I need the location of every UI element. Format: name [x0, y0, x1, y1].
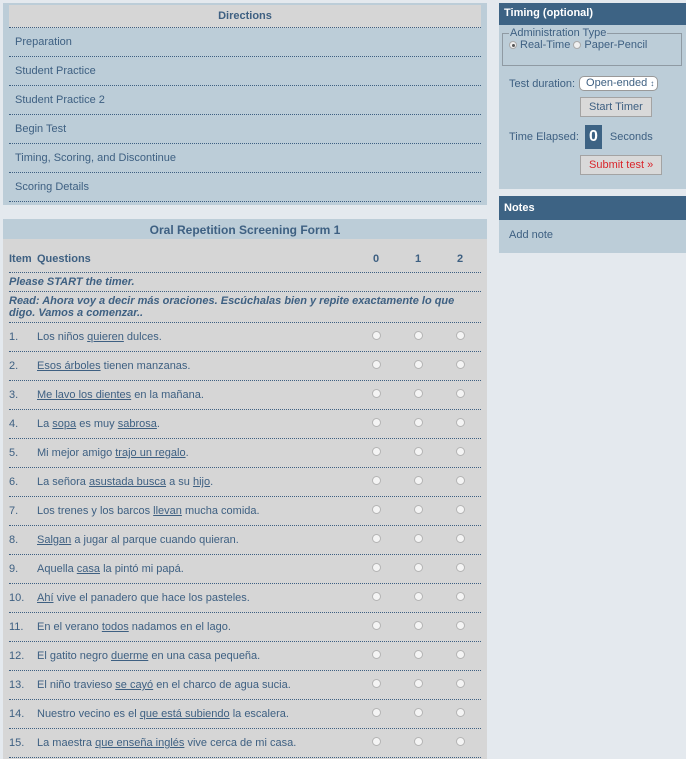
score-radio-0[interactable]	[372, 476, 381, 485]
score-radio-0[interactable]	[372, 360, 381, 369]
score-radio-0[interactable]	[372, 418, 381, 427]
start-timer-button[interactable]: Start Timer	[580, 97, 652, 117]
item-number: 2.	[9, 360, 19, 372]
target-words: asustada busca	[88, 476, 167, 488]
notes-title: Notes	[499, 196, 686, 220]
radio-paper-pencil[interactable]	[573, 39, 647, 51]
question-segment: La	[37, 418, 53, 430]
question-segment: .	[185, 447, 189, 459]
table-row	[9, 410, 481, 439]
question-text	[37, 621, 355, 633]
score-radio-1[interactable]	[414, 505, 423, 514]
score-radio-0[interactable]	[372, 679, 381, 688]
question-text	[37, 418, 355, 430]
table-row	[9, 468, 481, 497]
radio-icon-selected[interactable]	[509, 41, 517, 49]
target-words: sopa	[52, 418, 77, 430]
radio-icon[interactable]	[573, 41, 581, 49]
form-title: Oral Repetition Screening Form 1	[3, 219, 487, 239]
question-segment: Aquella	[37, 563, 77, 575]
table-row	[9, 439, 481, 468]
item-number: 4.	[9, 418, 19, 430]
target-words: Me lavo los dientes	[37, 389, 132, 401]
target-words: todos	[101, 621, 129, 633]
score-radio-2[interactable]	[456, 418, 465, 427]
question-text	[37, 389, 355, 401]
score-radio-2[interactable]	[456, 476, 465, 485]
item-number: 10.	[9, 592, 25, 604]
table-row	[9, 526, 481, 555]
target-words: que está subiendo	[139, 708, 230, 720]
table-row	[9, 642, 481, 671]
item-number: 11.	[9, 621, 24, 633]
duration-select[interactable]	[579, 76, 658, 91]
item-number: 9.	[9, 563, 19, 575]
target-words: casa	[76, 563, 101, 575]
table-row	[9, 555, 481, 584]
table-row	[9, 323, 481, 352]
updown-icon: ↕	[650, 79, 655, 88]
score-radio-2[interactable]	[456, 592, 465, 601]
notes-panel	[499, 196, 686, 253]
score-radio-1[interactable]	[414, 737, 423, 746]
elapsed-label: Time Elapsed:	[509, 131, 579, 143]
question-text	[37, 592, 355, 604]
directions-item[interactable]: Student Practice 2	[9, 86, 481, 115]
score-radio-0[interactable]	[372, 708, 381, 717]
score-radio-0[interactable]	[372, 447, 381, 456]
question-text	[37, 331, 355, 343]
score-radio-2[interactable]	[456, 331, 465, 340]
directions-title: Directions	[9, 5, 481, 28]
question-segment: dulces.	[123, 331, 162, 343]
score-radio-1[interactable]	[414, 534, 423, 543]
score-radio-2[interactable]	[456, 534, 465, 543]
question-segment: en la mañana.	[131, 389, 204, 401]
question-text	[37, 534, 355, 546]
question-segment: La maestra	[37, 737, 96, 749]
table-row	[9, 613, 481, 642]
score-radio-2[interactable]	[456, 563, 465, 572]
question-segment: a su	[166, 476, 193, 488]
radio-label: Paper-Pencil	[584, 39, 648, 51]
item-number: 14.	[9, 708, 25, 720]
table-row	[9, 352, 481, 381]
radio-real-time[interactable]	[509, 39, 570, 51]
directions-panel	[3, 3, 487, 205]
header-score-0: 0	[372, 253, 380, 265]
target-words: hijo	[192, 476, 211, 488]
timing-panel	[499, 3, 686, 189]
target-words: duerme	[111, 650, 149, 662]
score-radio-2[interactable]	[456, 505, 465, 514]
table-row	[9, 729, 481, 758]
item-number: 15.	[9, 737, 25, 749]
question-segment: es muy	[76, 418, 118, 430]
table-header	[9, 239, 481, 273]
target-words: que enseña inglés	[95, 737, 185, 749]
add-note-link[interactable]: Add note	[509, 229, 554, 241]
target-words: Ahí	[37, 592, 54, 604]
item-number: 6.	[9, 476, 19, 488]
score-radio-1[interactable]	[414, 418, 423, 427]
header-item: Item	[9, 253, 32, 265]
question-segment: La señora	[37, 476, 89, 488]
target-words: se cayó	[115, 679, 154, 691]
item-number: 5.	[9, 447, 19, 459]
score-radio-0[interactable]	[372, 737, 381, 746]
score-radio-1[interactable]	[414, 447, 423, 456]
score-radio-2[interactable]	[456, 389, 465, 398]
item-number: 13.	[9, 679, 25, 691]
score-radio-1[interactable]	[414, 621, 423, 630]
timing-title: Timing (optional)	[499, 3, 686, 25]
item-number: 8.	[9, 534, 19, 546]
questions-table	[9, 239, 481, 758]
question-segment: Mi mejor amigo	[37, 447, 116, 459]
question-text	[37, 476, 355, 488]
target-words: trajo un regalo	[115, 447, 186, 459]
table-row	[9, 584, 481, 613]
score-radio-1[interactable]	[414, 650, 423, 659]
left-column	[3, 3, 487, 205]
question-segment: a jugar al parque cuando quieran.	[71, 534, 239, 546]
directions-item[interactable]: Timing, Scoring, and Discontinue	[9, 144, 481, 173]
question-segment: vive el panadero que hace los pasteles.	[53, 592, 250, 604]
item-number: 1.	[9, 331, 19, 343]
question-segment: El gatito negro	[37, 650, 111, 662]
question-text	[37, 563, 355, 575]
question-text	[37, 737, 355, 749]
question-text	[37, 650, 355, 662]
target-words: llevan	[153, 505, 182, 517]
question-segment: En el verano	[37, 621, 102, 633]
score-radio-2[interactable]	[456, 679, 465, 688]
score-radio-2[interactable]	[456, 447, 465, 456]
score-radio-2[interactable]	[456, 621, 465, 630]
table-row	[9, 700, 481, 729]
question-segment: Los trenes y los barcos	[37, 505, 154, 517]
question-text	[37, 679, 355, 691]
header-score-2: 2	[456, 253, 464, 265]
question-segment: mucha comida.	[181, 505, 260, 517]
score-radio-1[interactable]	[414, 331, 423, 340]
question-segment: .	[156, 418, 160, 430]
question-segment: Los niños	[37, 331, 88, 343]
directions-item[interactable]: Preparation	[9, 28, 481, 57]
score-radio-1[interactable]	[414, 476, 423, 485]
table-row	[9, 671, 481, 700]
screening-form	[3, 219, 487, 759]
question-segment: la pintó mi papá.	[100, 563, 184, 575]
score-radio-0[interactable]	[372, 331, 381, 340]
score-radio-2[interactable]	[456, 650, 465, 659]
score-radio-0[interactable]	[372, 389, 381, 398]
score-radio-1[interactable]	[414, 679, 423, 688]
submit-test-button[interactable]: Submit test »	[580, 155, 662, 175]
instruction-read: Read: Ahora voy a decir más oraciones. Escúchalas bien y repite exactamente lo que digo. Vamos a comenzar..	[9, 292, 481, 323]
question-text	[37, 360, 355, 372]
score-radio-1[interactable]	[414, 563, 423, 572]
elapsed-unit: Seconds	[609, 131, 653, 143]
question-segment: .	[210, 476, 214, 488]
score-radio-0[interactable]	[372, 650, 381, 659]
score-radio-2[interactable]	[456, 360, 465, 369]
score-radio-1[interactable]	[414, 389, 423, 398]
question-text	[37, 708, 355, 720]
question-segment: El niño travieso	[37, 679, 116, 691]
question-segment: Nuestro vecino es el	[37, 708, 140, 720]
directions-item[interactable]: Scoring Details	[9, 173, 481, 202]
question-segment: vive cerca de mi casa.	[184, 737, 297, 749]
score-radio-2[interactable]	[456, 708, 465, 717]
target-words: Salgan	[37, 534, 72, 546]
radio-label: Real-Time	[520, 39, 571, 51]
score-radio-2[interactable]	[456, 737, 465, 746]
score-radio-1[interactable]	[414, 708, 423, 717]
target-words: Esos árboles	[37, 360, 101, 372]
score-radio-0[interactable]	[372, 621, 381, 630]
score-radio-0[interactable]	[372, 592, 381, 601]
item-number: 7.	[9, 505, 19, 517]
administration-type-legend: Administration Type	[510, 27, 607, 39]
item-number: 12.	[9, 650, 25, 662]
header-score-1: 1	[414, 253, 422, 265]
target-words: quieren	[87, 331, 124, 343]
question-segment: en el charco de agua sucia.	[153, 679, 291, 691]
duration-label: Test duration:	[509, 77, 576, 90]
question-segment: nadamos en el lago.	[128, 621, 231, 633]
table-row	[9, 381, 481, 410]
item-number: 3.	[9, 389, 19, 401]
score-radio-1[interactable]	[414, 360, 423, 369]
target-words: sabrosa	[117, 418, 157, 430]
score-radio-0[interactable]	[372, 563, 381, 572]
question-segment: la escalera.	[229, 708, 289, 720]
score-radio-1[interactable]	[414, 592, 423, 601]
duration-value: Open-ended	[586, 77, 648, 89]
score-radio-0[interactable]	[372, 534, 381, 543]
directions-item[interactable]: Student Practice	[9, 57, 481, 86]
question-segment: en una casa pequeña.	[148, 650, 261, 662]
table-row	[9, 497, 481, 526]
header-questions: Questions	[37, 253, 91, 265]
question-text	[37, 505, 355, 517]
administration-type-group	[502, 27, 682, 66]
elapsed-value: 0	[585, 125, 602, 149]
score-radio-0[interactable]	[372, 505, 381, 514]
instruction-start-timer: Please START the timer.	[9, 273, 481, 292]
question-segment: tienen manzanas.	[100, 360, 191, 372]
directions-item[interactable]: Begin Test	[9, 115, 481, 144]
question-text	[37, 447, 355, 459]
right-column	[499, 3, 686, 253]
